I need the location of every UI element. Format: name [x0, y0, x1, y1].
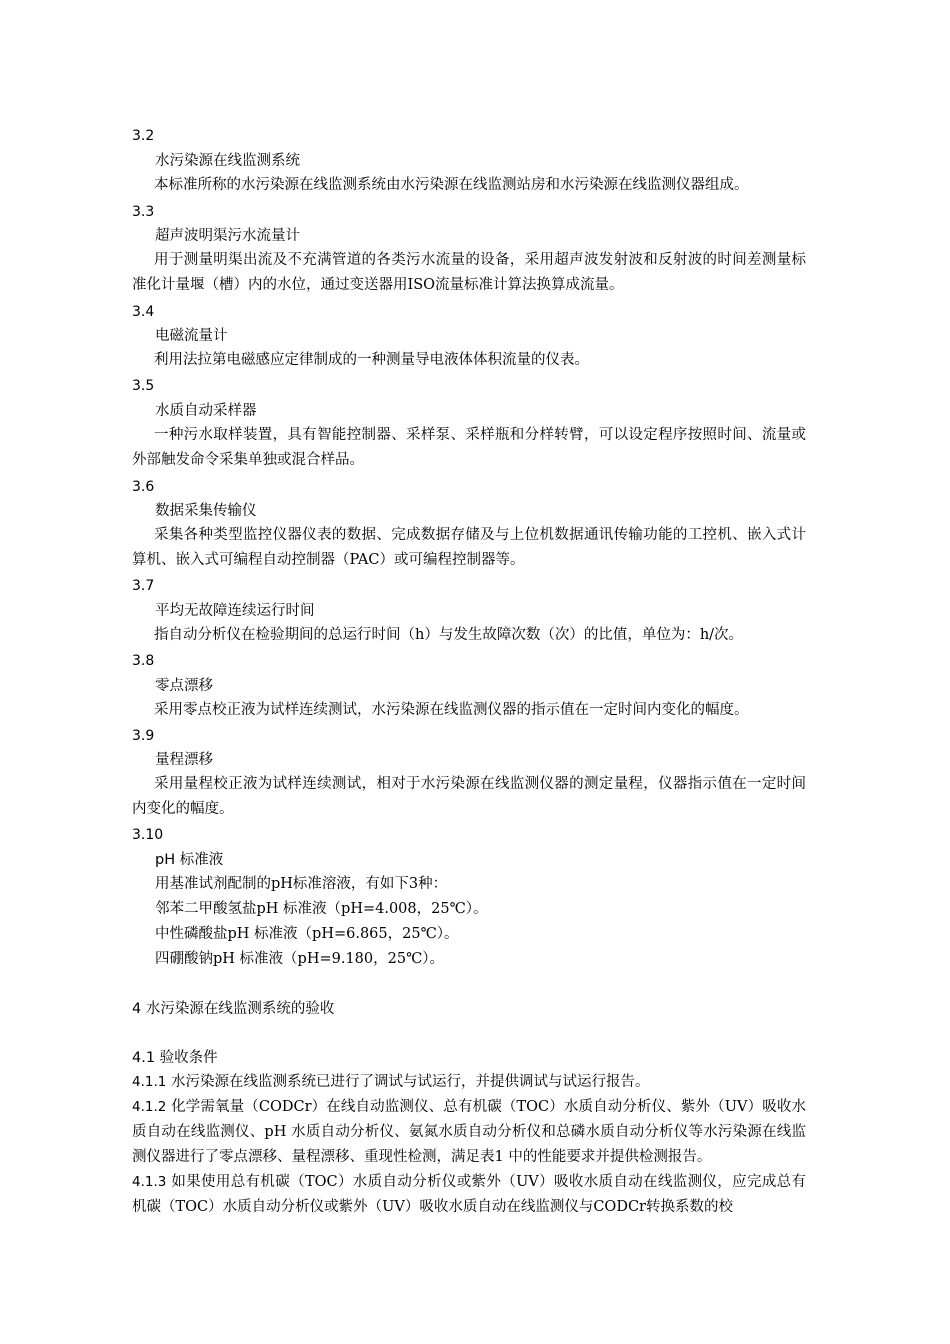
- section-number-3-3: 3.3: [132, 204, 155, 220]
- clause-text: 水污染源在线监测系统已进行了调试与试运行，并提供调试与试运行报告。: [170, 1074, 650, 1090]
- section-number-3-5: 3.5: [132, 378, 155, 394]
- section-number-3-2: 3.2: [132, 128, 155, 144]
- term-body-3-6: 采集各种类型监控仪器仪表的数据、完成数据存储及与上位机数据通讯传输功能的工控机、嵌入式计算机、嵌入式可编程自动控制器（PAC）或可编程控制器等。: [132, 527, 806, 568]
- sub-heading: 4.1 验收条件: [132, 1050, 218, 1066]
- clause-4-1-3: [132, 1170, 806, 1220]
- clause-number: 4.1.3: [132, 1174, 167, 1190]
- term-title-3-3: 超声波明渠污水流量计: [155, 228, 300, 244]
- term-title-3-4: 电磁流量计: [155, 328, 228, 344]
- section-number-3-9: 3.9: [132, 728, 155, 744]
- term-title-3-10: pH 标准液: [155, 852, 224, 868]
- section-number-3-10: 3.10: [132, 827, 164, 843]
- term-body-3-5: 一种污水取样装置，具有智能控制器、采样泵、采样瓶和分样转臂，可以设定程序按照时间、流量或外部触发命令采集单独或混合样品。: [132, 427, 806, 468]
- term-title-3-2: 水污染源在线监测系统: [155, 153, 300, 169]
- clause-4-1-1: [132, 1070, 806, 1095]
- clause-4-1-2: [132, 1095, 806, 1170]
- clause-text: 如果使用总有机碳（TOC）水质自动分析仪或紫外（UV）吸收水质自动在线监测仪，应完成总有机碳（TOC）水质自动分析仪或紫外（UV）吸收水质自动在线监测仪与CODCr转换系数的校: [132, 1174, 807, 1215]
- section-number-3-8: 3.8: [132, 653, 155, 669]
- term-title-3-8: 零点漂移: [155, 678, 213, 694]
- term-title-3-7: 平均无故障连续运行时间: [155, 603, 315, 619]
- ph-standard-line: 四硼酸钠pH 标准液（pH=9.180，25℃）。: [155, 951, 445, 967]
- ph-intro-line: 用基准试剂配制的pH标准溶液，有如下3种：: [155, 876, 448, 892]
- term-body-3-4: 利用法拉第电磁感应定律制成的一种测量导电液体体积流量的仪表。: [154, 352, 589, 368]
- clause-number: 4.1.2: [132, 1099, 167, 1115]
- ph-standard-line: 中性磷酸盐pH 标准液（pH=6.865，25℃）。: [155, 926, 459, 942]
- term-body-3-2: 本标准所称的水污染源在线监测系统由水污染源在线监测站房和水污染源在线监测仪器组成。: [154, 177, 749, 193]
- section-number-3-6: 3.6: [132, 479, 155, 495]
- term-title-3-5: 水质自动采样器: [155, 403, 257, 419]
- section-number-3-4: 3.4: [132, 304, 155, 320]
- clause-number: 4.1.1: [132, 1074, 167, 1090]
- term-body-3-7: 指自动分析仪在检验期间的总运行时间（h）与发生故障次数（次）的比值，单位为：h/次。: [154, 627, 744, 643]
- term-body-3-9: 采用量程校正液为试样连续测试，相对于水污染源在线监测仪器的测定量程，仪器指示值在一定时间内变化的幅度。: [132, 776, 806, 817]
- term-title-3-9: 量程漂移: [155, 752, 213, 768]
- section-number-3-7: 3.7: [132, 578, 155, 594]
- clause-text: 化学需氧量（CODCr）在线自动监测仪、总有机碳（TOC）水质自动分析仪、紫外（UV）吸收水质自动在线监测仪、pH 水质自动分析仪、氨氮水质自动分析仪和总磷水质自动分析仪等水污染源在线监测仪器进行了零点漂移、量程漂移、重现性检测，满足表1 中的性能要求并提供检测报告。: [132, 1099, 807, 1165]
- term-body-3-3: 用于测量明渠出流及不充满管道的各类污水流量的设备，采用超声波发射波和反射波的时间差测量标准化计量堰（槽）内的水位，通过变送器用ISO流量标准计算法换算成流量。: [132, 252, 806, 293]
- chapter-heading: 4 水污染源在线监测系统的验收: [132, 1001, 335, 1017]
- term-body-3-8: 采用零点校正液为试样连续测试，水污染源在线监测仪器的指示值在一定时间内变化的幅度。: [154, 702, 749, 718]
- term-title-3-6: 数据采集传输仪: [155, 503, 257, 519]
- ph-standard-line: 邻苯二甲酸氢盐pH 标准液（pH=4.008，25℃）。: [155, 901, 488, 917]
